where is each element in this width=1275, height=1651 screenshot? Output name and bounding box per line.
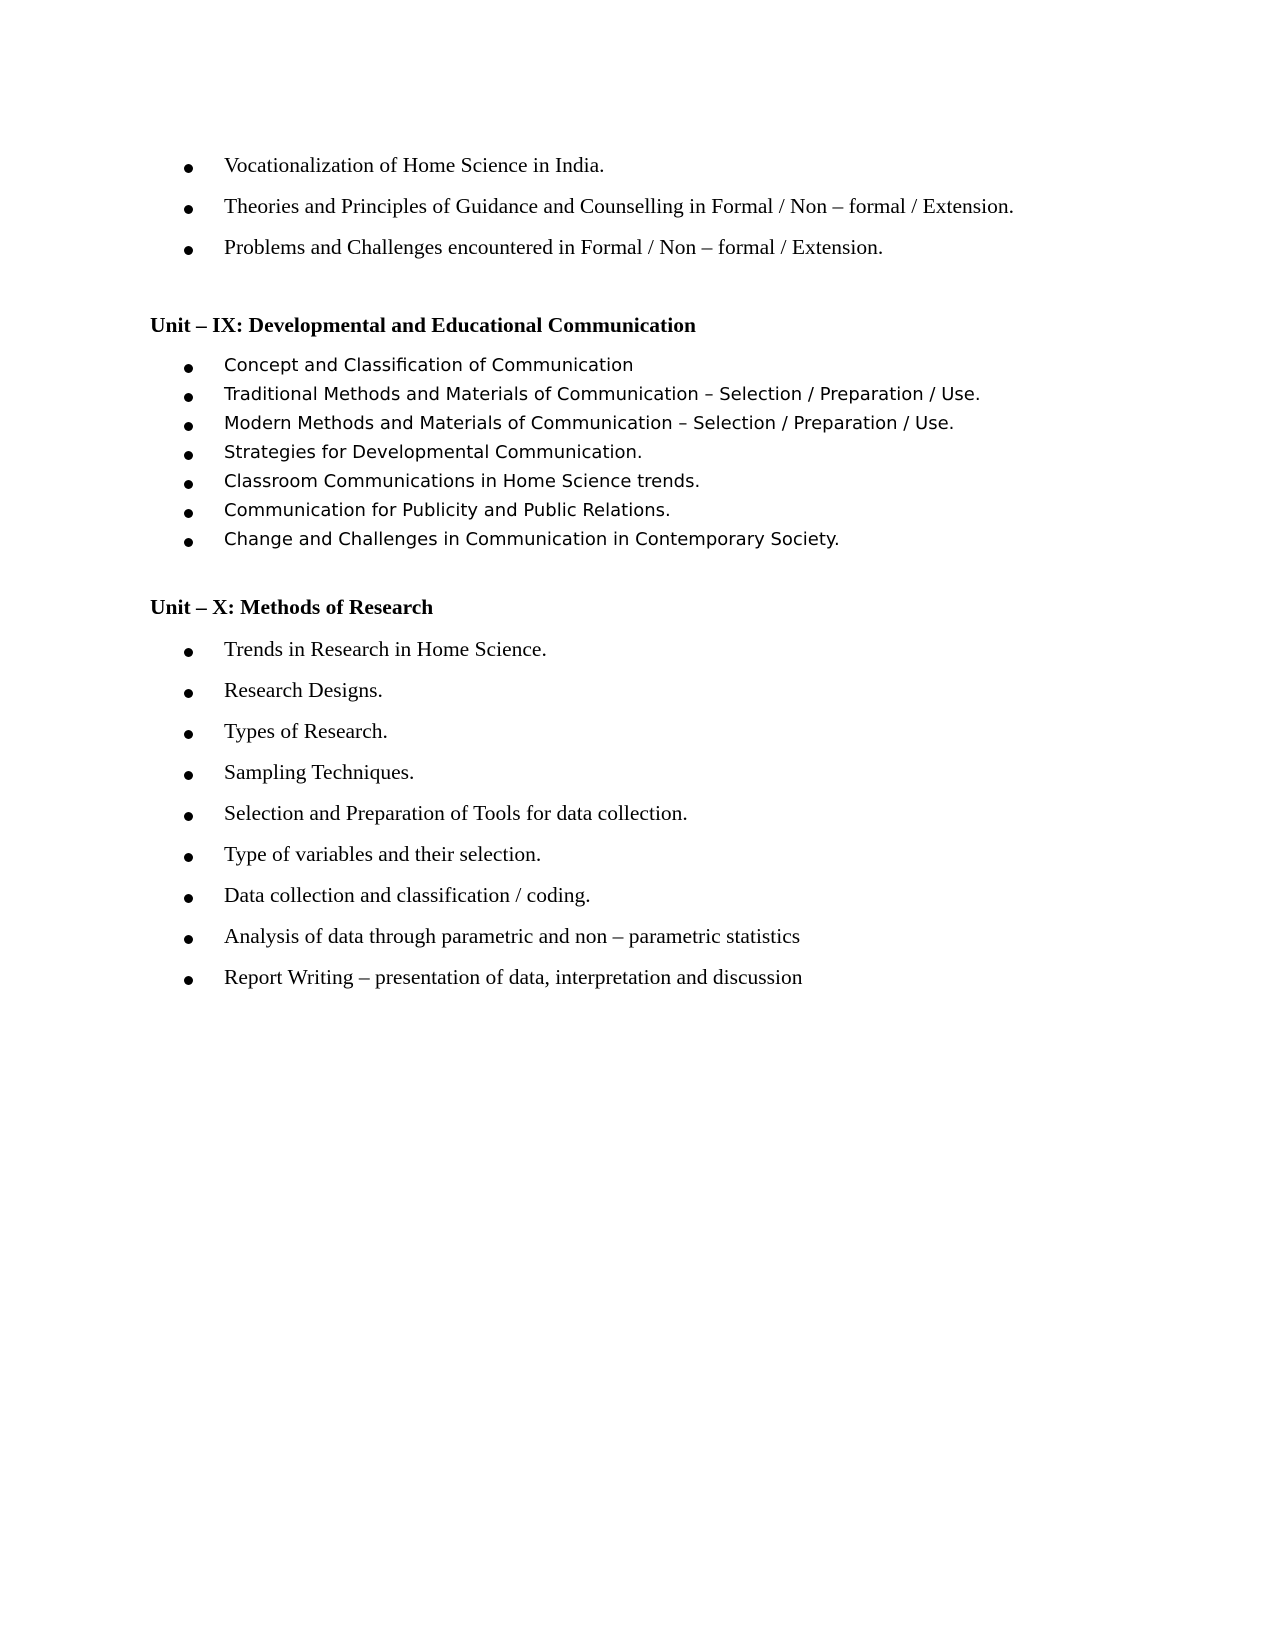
list-item: [0, 235, 1275, 259]
list-item-text: Trends in Research in Home Science.: [224, 637, 547, 661]
list-item-text: Types of Research.: [224, 719, 388, 743]
list-item: [0, 443, 1275, 463]
list-item: [0, 194, 1275, 218]
bullet-icon: [184, 364, 193, 373]
list-item-text: Change and Challenges in Communication in Contemporary Society.: [224, 529, 840, 550]
list-item-text: Sampling Techniques.: [224, 760, 415, 784]
list-item: [0, 760, 1275, 784]
bullet-icon: [184, 451, 193, 460]
bullet-icon: [184, 730, 193, 739]
bullet-icon: [184, 509, 193, 518]
list-item: [0, 842, 1275, 866]
list-item: [0, 385, 1275, 405]
list-item: [0, 153, 1275, 177]
list-item-text: Concept and Classification of Communication: [224, 355, 634, 376]
unit-9-heading: Unit – IX: Developmental and Educational Communication: [150, 313, 696, 337]
list-item-text: Type of variables and their selection.: [224, 842, 542, 866]
bullet-icon: [184, 480, 193, 489]
list-item-text: Data collection and classification / coding.: [224, 883, 591, 907]
list-item: [0, 678, 1275, 702]
list-item: [0, 637, 1275, 661]
bullet-icon: [184, 976, 193, 985]
list-item: [0, 801, 1275, 825]
list-item-text: Vocationalization of Home Science in India.: [224, 153, 605, 177]
bullet-icon: [184, 894, 193, 903]
list-item: [0, 356, 1275, 376]
list-item: [0, 924, 1275, 948]
list-item: [0, 883, 1275, 907]
bullet-icon: [184, 422, 193, 431]
unit-9-list: [0, 356, 1275, 559]
bullet-icon: [184, 164, 193, 173]
bullet-icon: [184, 648, 193, 657]
list-item: [0, 965, 1275, 989]
bullet-icon: [184, 393, 193, 402]
list-item-text: Classroom Communications in Home Science trends.: [224, 471, 701, 492]
list-item-text: Traditional Methods and Materials of Communication – Selection / Preparation / Use.: [224, 384, 981, 405]
bullet-icon: [184, 853, 193, 862]
list-item-text: Modern Methods and Materials of Communication – Selection / Preparation / Use.: [224, 413, 955, 434]
list-item-text: Communication for Publicity and Public Relations.: [224, 500, 671, 521]
list-item: [0, 719, 1275, 743]
unit-10-heading: Unit – X: Methods of Research: [150, 595, 434, 619]
list-item-text: Theories and Principles of Guidance and Counselling in Formal / Non – formal / Extension.: [224, 194, 1014, 218]
bullet-icon: [184, 935, 193, 944]
unit-10-list: [0, 637, 1275, 1009]
bullet-icon: [184, 771, 193, 780]
bullet-icon: [184, 246, 193, 255]
intro-list: [0, 153, 1275, 279]
list-item: [0, 530, 1275, 550]
list-item: [0, 501, 1275, 521]
list-item-text: Strategies for Developmental Communication.: [224, 442, 643, 463]
bullet-icon: [184, 538, 193, 547]
list-item-text: Report Writing – presentation of data, interpretation and discussion: [224, 965, 803, 989]
bullet-icon: [184, 689, 193, 698]
list-item: [0, 472, 1275, 492]
list-item-text: Analysis of data through parametric and non – parametric statistics: [224, 924, 801, 948]
bullet-icon: [184, 812, 193, 821]
list-item-text: Research Designs.: [224, 678, 383, 702]
list-item: [0, 414, 1275, 434]
bullet-icon: [184, 205, 193, 214]
list-item-text: Selection and Preparation of Tools for data collection.: [224, 801, 688, 825]
list-item-text: Problems and Challenges encountered in Formal / Non – formal / Extension.: [224, 235, 884, 259]
